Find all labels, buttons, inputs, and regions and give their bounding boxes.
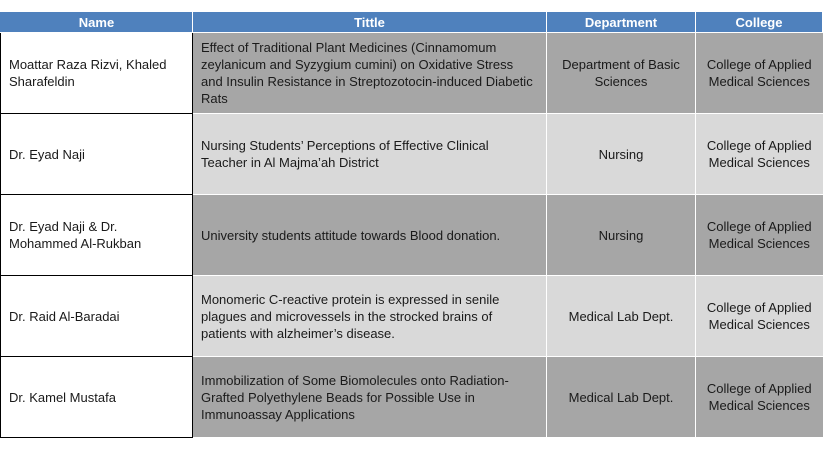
cell-title: Monomeric C-reactive protein is expressed in senile plagues and microvessels in the strocked brains of patients with alzheimer’s disease. <box>193 276 547 357</box>
header-title: Tittle <box>193 12 547 33</box>
table-row <box>1 276 823 357</box>
table-row <box>1 357 823 438</box>
cell-name: Dr. Raid Al-Baradai <box>1 276 193 357</box>
header-name: Name <box>1 12 193 33</box>
cell-name: Dr. Kamel Mustafa <box>1 357 193 438</box>
cell-college: College of Applied Medical Sciences <box>696 195 823 276</box>
cell-department: Medical Lab Dept. <box>547 276 696 357</box>
table-row <box>1 114 823 195</box>
cell-name: Moattar Raza Rizvi, Khaled Sharafeldin <box>1 33 193 114</box>
cell-title: University students attitude towards Blood donation. <box>193 195 547 276</box>
header-row <box>1 12 823 33</box>
cell-department: Department of Basic Sciences <box>547 33 696 114</box>
table-row <box>1 195 823 276</box>
table-row <box>1 33 823 114</box>
cell-department: Medical Lab Dept. <box>547 357 696 438</box>
header-college: College <box>696 12 823 33</box>
cell-name: Dr. Eyad Naji & Dr. Mohammed Al-Rukban <box>1 195 193 276</box>
cell-department: Nursing <box>547 114 696 195</box>
cell-title: Immobilization of Some Biomolecules onto Radiation-Grafted Polyethylene Beads for Possible Use in Immunoassay Applications <box>193 357 547 438</box>
research-table <box>0 11 823 438</box>
cell-name: Dr. Eyad Naji <box>1 114 193 195</box>
cell-college: College of Applied Medical Sciences <box>696 276 823 357</box>
cell-college: College of Applied Medical Sciences <box>696 33 823 114</box>
cell-college: College of Applied Medical Sciences <box>696 357 823 438</box>
cell-title: Nursing Students’ Perceptions of Effective Clinical Teacher in Al Majma’ah District <box>193 114 547 195</box>
header-department: Department <box>547 12 696 33</box>
research-table-container <box>0 11 823 438</box>
cell-department: Nursing <box>547 195 696 276</box>
cell-title: Effect of Traditional Plant Medicines (Cinnamomum zeylanicum and Syzygium cumini) on Oxidative Stress and Insulin Resistance in Streptozotocin-induced Diabetic Rats <box>193 33 547 114</box>
cell-college: College of Applied Medical Sciences <box>696 114 823 195</box>
